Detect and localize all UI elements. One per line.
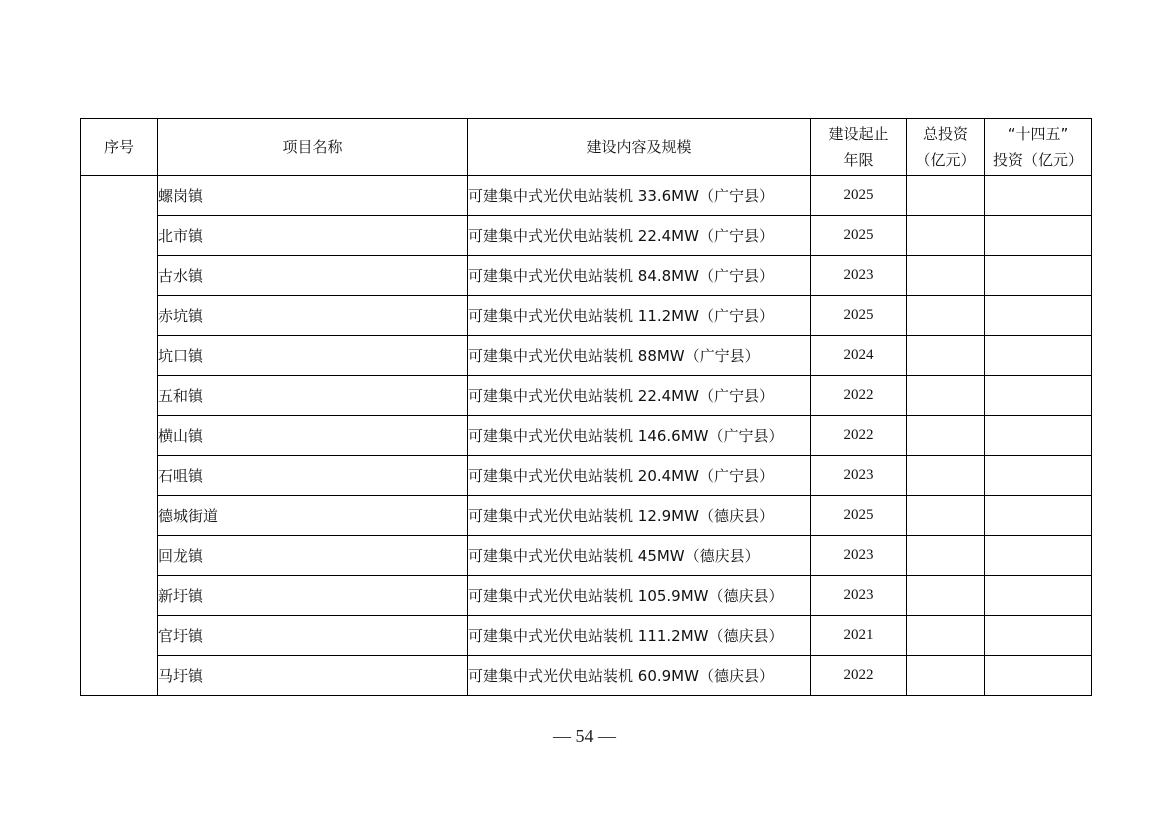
content-cell: 可建集中式光伏电站装机 84.8MW（广宁县） — [468, 256, 811, 296]
header-name: 项目名称 — [158, 119, 468, 176]
table-row — [81, 256, 1092, 296]
content-cell: 可建集中式光伏电站装机 88MW（广宁县） — [468, 336, 811, 376]
table-row — [81, 176, 1092, 216]
content-cell: 可建集中式光伏电站装机 33.6MW（广宁县） — [468, 176, 811, 216]
header-period-line1: 建设起止 — [828, 125, 889, 143]
plan-investment-cell — [985, 336, 1092, 376]
total-investment-cell — [907, 296, 985, 336]
header-period-line2: 年限 — [843, 151, 874, 169]
header-invest — [907, 119, 985, 176]
header-invest-line2: （亿元） — [915, 151, 976, 169]
content-cell: 可建集中式光伏电站装机 11.2MW（广宁县） — [468, 296, 811, 336]
project-name-cell: 新圩镇 — [158, 576, 468, 616]
year-cell: 2022 — [811, 416, 907, 456]
plan-investment-cell — [985, 536, 1092, 576]
year-cell: 2025 — [811, 176, 907, 216]
project-name-cell: 古水镇 — [158, 256, 468, 296]
year-cell: 2022 — [811, 376, 907, 416]
table-row — [81, 656, 1092, 696]
year-cell: 2023 — [811, 536, 907, 576]
plan-investment-cell — [985, 416, 1092, 456]
table-header-row — [81, 119, 1092, 176]
header-period — [811, 119, 907, 176]
total-investment-cell — [907, 656, 985, 696]
year-cell: 2025 — [811, 216, 907, 256]
header-seq: 序号 — [81, 119, 158, 176]
content-cell: 可建集中式光伏电站装机 22.4MW（广宁县） — [468, 376, 811, 416]
plan-investment-cell — [985, 376, 1092, 416]
header-plan-line2: 投资（亿元） — [992, 151, 1083, 169]
total-investment-cell — [907, 496, 985, 536]
table-row — [81, 216, 1092, 256]
plan-investment-cell — [985, 216, 1092, 256]
year-cell: 2023 — [811, 576, 907, 616]
project-name-cell: 马圩镇 — [158, 656, 468, 696]
project-name-cell: 五和镇 — [158, 376, 468, 416]
plan-investment-cell — [985, 496, 1092, 536]
total-investment-cell — [907, 416, 985, 456]
content-cell: 可建集中式光伏电站装机 20.4MW（广宁县） — [468, 456, 811, 496]
year-cell: 2021 — [811, 616, 907, 656]
table-row — [81, 496, 1092, 536]
total-investment-cell — [907, 376, 985, 416]
content-cell: 可建集中式光伏电站装机 60.9MW（德庆县） — [468, 656, 811, 696]
plan-investment-cell — [985, 296, 1092, 336]
plan-investment-cell — [985, 176, 1092, 216]
project-name-cell: 北市镇 — [158, 216, 468, 256]
total-investment-cell — [907, 176, 985, 216]
table-body — [81, 176, 1092, 696]
total-investment-cell — [907, 536, 985, 576]
project-name-cell: 回龙镇 — [158, 536, 468, 576]
year-cell: 2023 — [811, 256, 907, 296]
plan-investment-cell — [985, 616, 1092, 656]
header-plan-line1: “十四五” — [1007, 125, 1069, 143]
table-row — [81, 456, 1092, 496]
plan-investment-cell — [985, 256, 1092, 296]
year-cell: 2022 — [811, 656, 907, 696]
table-row — [81, 376, 1092, 416]
project-name-cell: 石咀镇 — [158, 456, 468, 496]
table-row — [81, 576, 1092, 616]
content-cell: 可建集中式光伏电站装机 146.6MW（广宁县） — [468, 416, 811, 456]
table-row — [81, 416, 1092, 456]
table-row — [81, 616, 1092, 656]
total-investment-cell — [907, 456, 985, 496]
page-number: — 54 — — [553, 726, 616, 746]
total-investment-cell — [907, 216, 985, 256]
total-investment-cell — [907, 256, 985, 296]
content-cell: 可建集中式光伏电站装机 12.9MW（德庆县） — [468, 496, 811, 536]
project-name-cell: 螺岗镇 — [158, 176, 468, 216]
project-name-cell: 赤坑镇 — [158, 296, 468, 336]
header-invest-line1: 总投资 — [922, 125, 968, 143]
project-name-cell: 坑口镇 — [158, 336, 468, 376]
year-cell: 2025 — [811, 296, 907, 336]
content-cell: 可建集中式光伏电站装机 45MW（德庆县） — [468, 536, 811, 576]
table-row — [81, 296, 1092, 336]
project-name-cell: 德城街道 — [158, 496, 468, 536]
plan-investment-cell — [985, 656, 1092, 696]
content-cell: 可建集中式光伏电站装机 22.4MW（广宁县） — [468, 216, 811, 256]
project-name-cell: 横山镇 — [158, 416, 468, 456]
project-name-cell: 官圩镇 — [158, 616, 468, 656]
header-plan-invest — [985, 119, 1092, 176]
seq-cell — [81, 176, 158, 696]
content-cell: 可建集中式光伏电站装机 111.2MW（德庆县） — [468, 616, 811, 656]
plan-investment-cell — [985, 456, 1092, 496]
content-cell: 可建集中式光伏电站装机 105.9MW（德庆县） — [468, 576, 811, 616]
header-content: 建设内容及规模 — [468, 119, 811, 176]
table-row — [81, 336, 1092, 376]
table-row — [81, 536, 1092, 576]
total-investment-cell — [907, 336, 985, 376]
total-investment-cell — [907, 616, 985, 656]
plan-investment-cell — [985, 576, 1092, 616]
total-investment-cell — [907, 576, 985, 616]
project-table — [80, 118, 1092, 696]
year-cell: 2025 — [811, 496, 907, 536]
year-cell: 2023 — [811, 456, 907, 496]
year-cell: 2024 — [811, 336, 907, 376]
